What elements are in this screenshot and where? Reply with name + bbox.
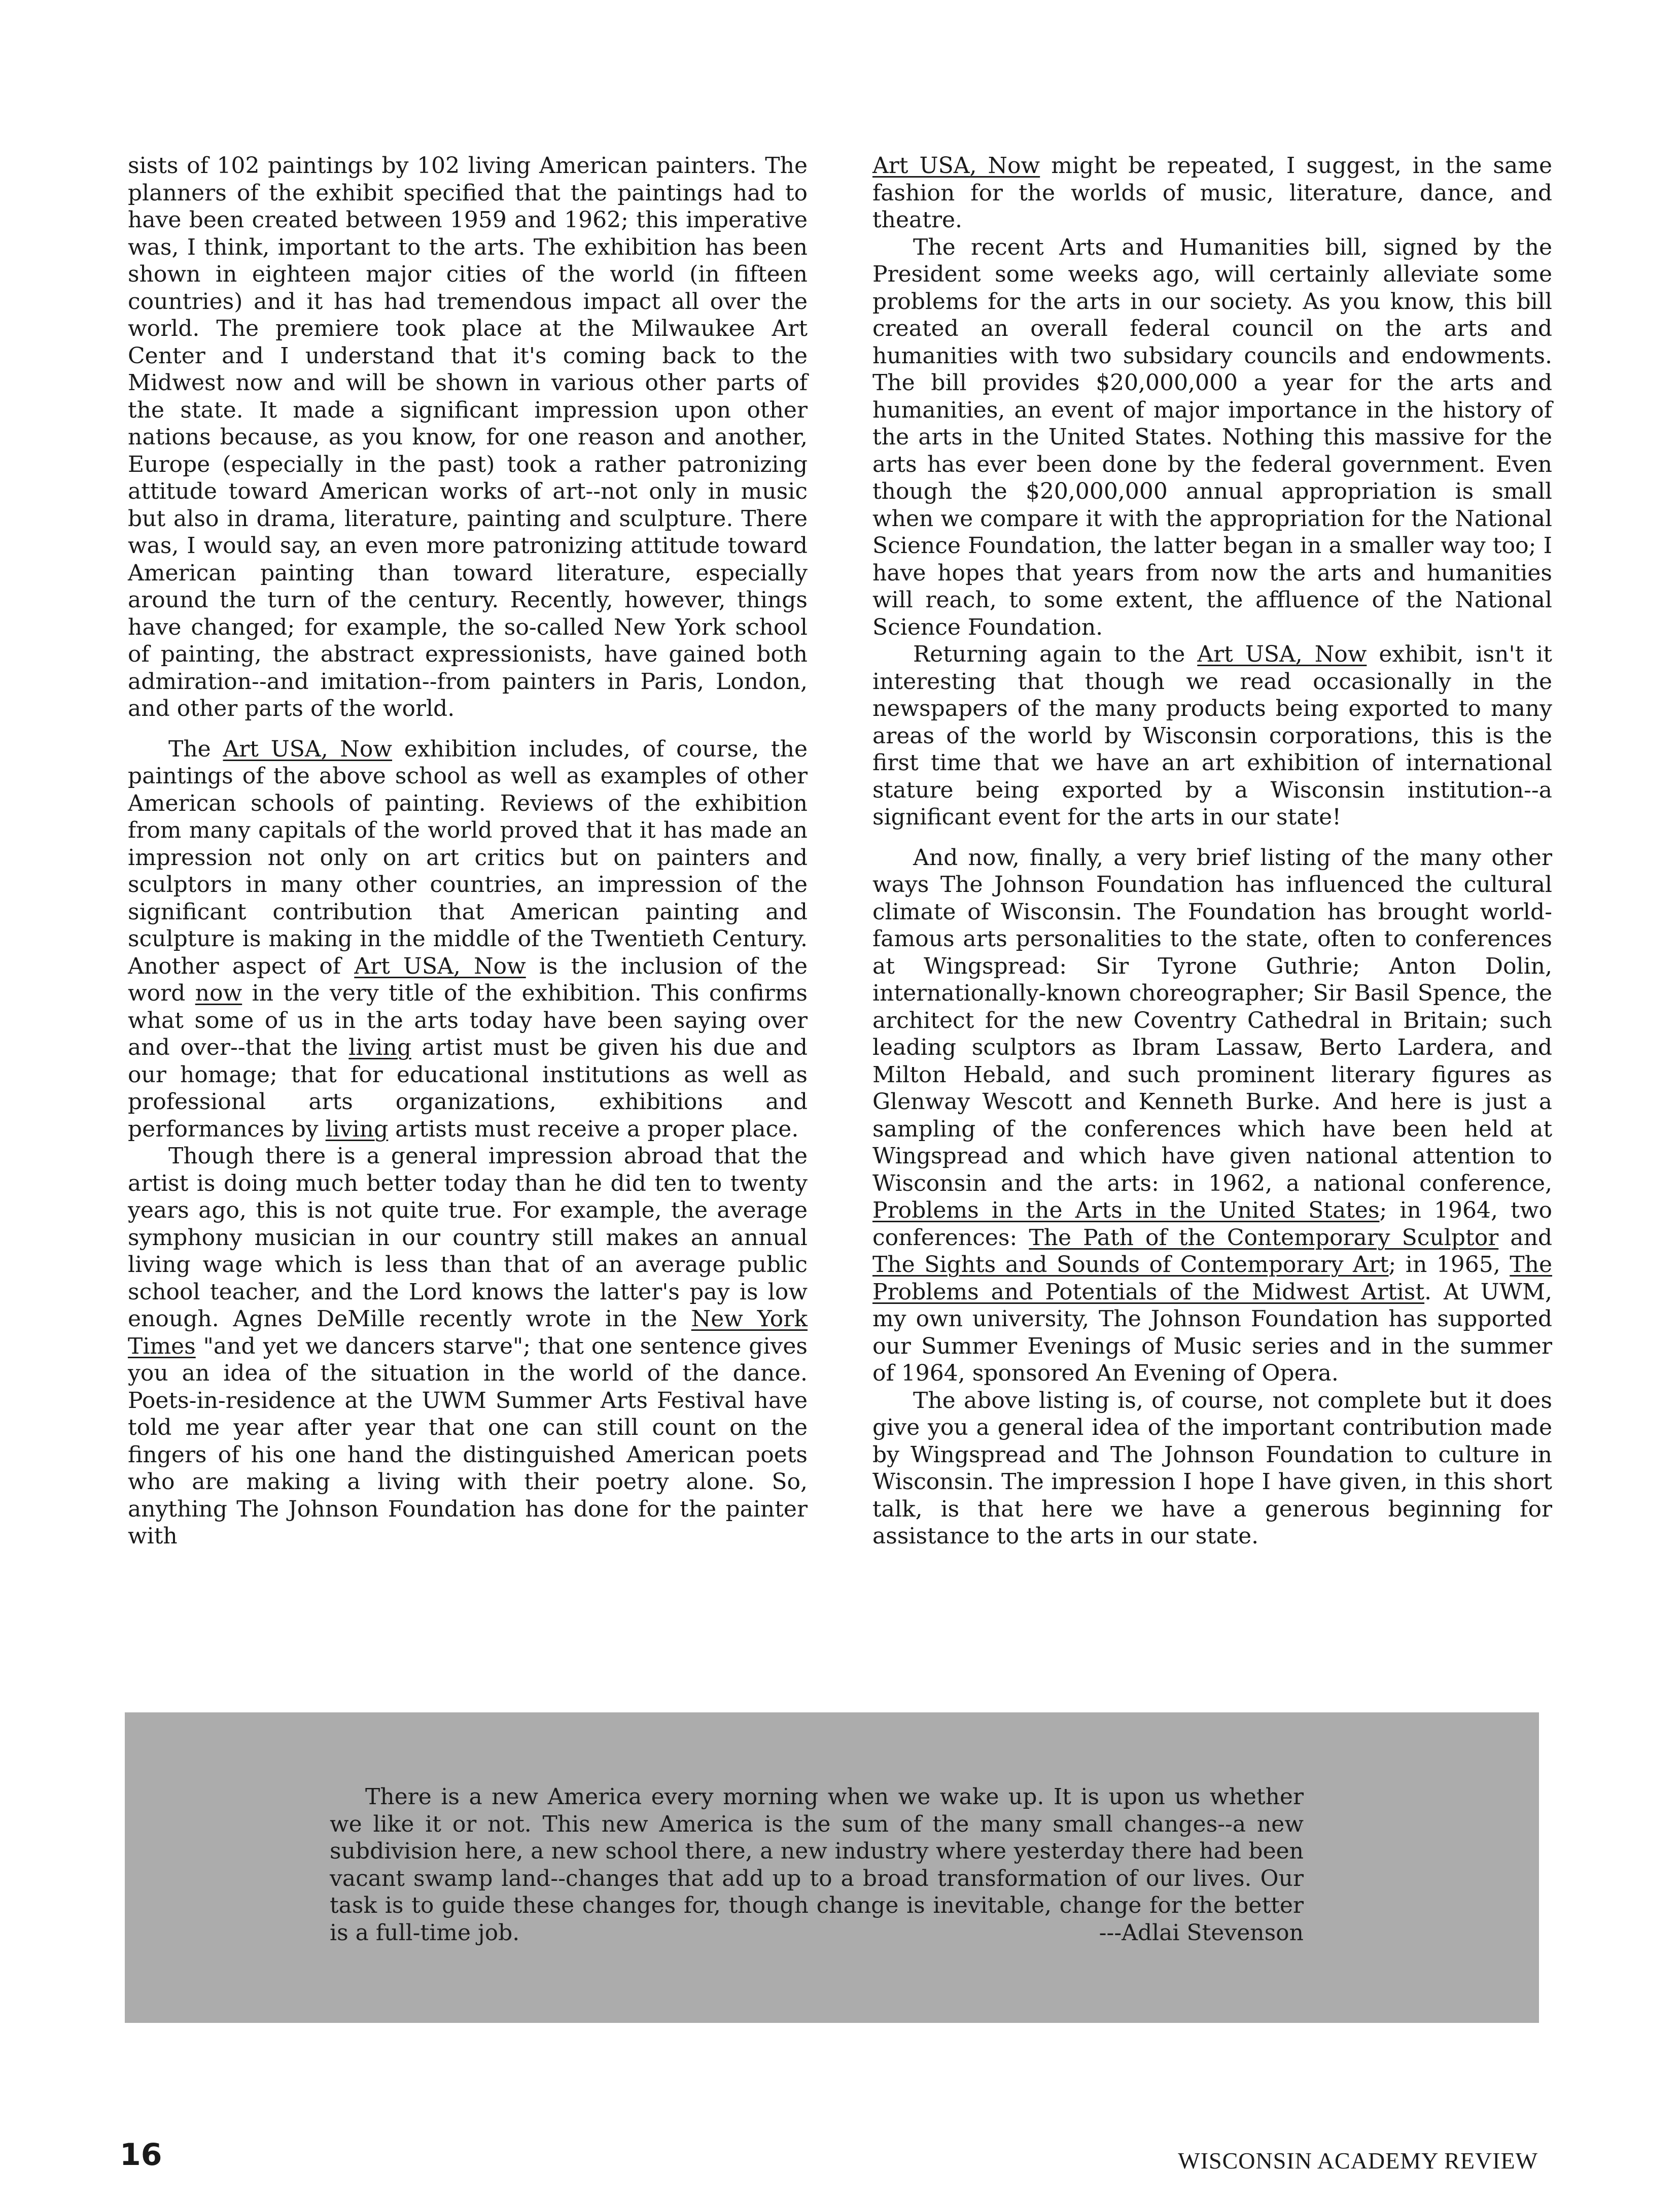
text-run: artist must be given his due and our homage; that for educational institutions as well as professional arts organizations, exhibitions and performances by [128, 1035, 808, 1142]
exhibition-title: Art USA, Now [1197, 641, 1367, 667]
newspaper-title: New York Times [128, 1306, 808, 1359]
journal-title: WISCONSIN ACADEMY REVIEW [1178, 2148, 1538, 2174]
quote-box [125, 1712, 1539, 2023]
text-run: might be repeated, I suggest, in the same fashion for the worlds of music, literature, dance, and theatre. [872, 153, 1552, 233]
paragraph [128, 736, 808, 1143]
text-run: ; in 1965, [1388, 1252, 1510, 1278]
emphasis: living [348, 1035, 411, 1060]
conference-title: Problems in the Arts in the United States [872, 1197, 1380, 1223]
paragraph: The recent Arts and Humanities bill, signed by the President some weeks ago, will certainly alleviate some problems for the arts in our society. As you know, this bill created an overall federal council on the arts and humanities with two subsidary councils and endowments. The bill provides $20,000,000 a year for the arts and humanities, an event of major importance in the history of the arts in the United States. Nothing this massive for the arts has ever been done by the federal government. Even though the $20,000,000 annual appropriation is small when we compare it with the appropriation for the National Science Foundation, the latter began in a smaller way too; I have hopes that years from now the arts and humanities will reach, to some extent, the affluence of the National Science Foundation. [872, 234, 1552, 640]
text-run: exhibition includes, of course, the paintings of the above school as well as examples of other American schools of painting. Reviews of the exhibition from many capitals of the world proved that it has made an impression not only on art critics but on painters and sculptors in many other countries, an impression of the significant contribution that American painting and sculpture is making in the middle of the Twentieth Century. Another aspect of [128, 736, 808, 979]
text-run: is the inclusion of the word [128, 953, 808, 1006]
right-column [872, 152, 1552, 1550]
conference-title: The Path of the Contemporary Sculptor [1029, 1224, 1499, 1251]
text-run: . At UWM, my own university, The Johnson Foundation has supported our Summer Evenings of Music series and in the summer of 1964, sponsored An Evening of Opera. [872, 1279, 1552, 1386]
conference-title: The Problems and Potentials of the Midwest Artist [872, 1252, 1552, 1305]
text-run: artists must receive a proper place. [388, 1116, 799, 1142]
paragraph [872, 844, 1552, 1387]
text-run: Though there is a general impression abroad that the artist is doing much better today than he did ten to twenty years ago, this is not quite true. For example, the average symphony musician in our country still makes an annual living wage which is less than that of an average public school teacher, and the Lord knows the latter's pay is low enough. Agnes DeMille recently wrote in the [128, 1143, 808, 1332]
text-run: exhibit, isn't it interesting that though we read occasionally in the newspapers of the many products being exported to many areas of the world by Wisconsin corporations, this is the first time that we have an art exhibition of international stature being exported by a Wisconsin institution--a significant event for the arts in our state! [872, 641, 1552, 830]
quote-paragraph [330, 1783, 1304, 1946]
page-number: 16 [120, 2137, 162, 2173]
text-run: ; in 1964, two conferences: [872, 1197, 1552, 1251]
exhibition-title: Art USA, Now [872, 153, 1040, 179]
exhibition-title: Art USA, Now [354, 953, 526, 979]
paragraph [128, 1143, 808, 1550]
quote-text: There is a new America every morning when we wake up. It is upon us whether we like it or not. This new America is the sum of the many small changes--a new subdivision here, a new school there, a new industry where yesterday there had been vacant swamp land--changes that add up to a broad transformation of our lives. Our task is to guide these changes for, though change is inevitable, change for the better is a full-time job. [330, 1784, 1304, 1946]
text-run: Returning again to the [913, 641, 1198, 667]
paragraph: sists of 102 paintings by 102 living American painters. The planners of the exhibit specified that the paintings had to have been created between 1959 and 1962; this imperative was, I think, important to the arts. The exhibition has been shown in eighteen major cities of the world (in fifteen countries) and it has had tremendous impact all over the world. The premiere took place at the Milwaukee Art Center and I understand that it's coming back to the Midwest now and will be shown in various other parts of the state. It made a significant impression upon other nations because, as you know, for one reason and another, Europe (especially in the past) took a rather patronizing attitude toward American works of art--not only in music but also in drama, literature, painting and sculpture. There was, I would say, an even more patronizing attitude toward American painting than toward literature, especially around the turn of the century. Recently, however, things have changed; for example, the so-called New York school of painting, the abstract expressionists, have gained both admiration--and imitation--from painters in Paris, London, and other parts of the world. [128, 153, 808, 721]
paragraph: The above listing is, of course, not complete but it does give you a general idea of the important contribution made by Wingspread and The Johnson Foundation to culture in Wisconsin. The impression I hope I have given, in this short talk, is that here we have a generous beginning for assistance to the arts in our state. [872, 1387, 1552, 1549]
conference-title: The Sights and Sounds of Contemporary Art [872, 1252, 1389, 1278]
text-run: and [1498, 1224, 1552, 1251]
left-column [128, 152, 808, 1550]
text-run: The [168, 736, 223, 762]
quote [330, 1783, 1304, 1946]
exhibition-title: Art USA, Now [223, 736, 393, 762]
text-run: in the very title of the exhibition. This confirms what some of us in the arts today have been saying over and over--that the [128, 980, 808, 1060]
paragraph [872, 152, 1552, 234]
text-run: "and yet we dancers starve"; that one sentence gives you an idea of the situation in the world of the dance. Poets-in-residence at the UWM Summer Arts Festival have told me year after year that one can still count on the fingers of his one hand the distinguished American poets who are making a living with their poetry alone. So, anything The Johnson Foundation has done for the painter with [128, 1333, 808, 1549]
quote-attribution: ---Adlai Stevenson [1099, 1919, 1304, 1946]
emphasis: living [325, 1116, 389, 1142]
paragraph [872, 641, 1552, 831]
text-run: And now, finally, a very brief listing of the many other ways The Johnson Foundation has influenced the cultural climate of Wisconsin. The Foundation has brought world-famous arts personalities to the state, often to conferences at Wingspread: Sir Tyrone Guthrie; Anton Dolin, internationally-known choreographer; Sir Basil Spence, the architect for the new Coventry Cathedral in Britain; such leading sculptors as Ibram Lassaw, Berto Lardera, and Milton Hebald, and such prominent literary figures as Glenway Wescott and Kenneth Burke. And here is just a sampling of the conferences which have been held at Wingspread and which have given national attention to Wisconsin and the arts: in 1962, a national conference, [872, 844, 1552, 1196]
emphasis: now [195, 980, 242, 1006]
